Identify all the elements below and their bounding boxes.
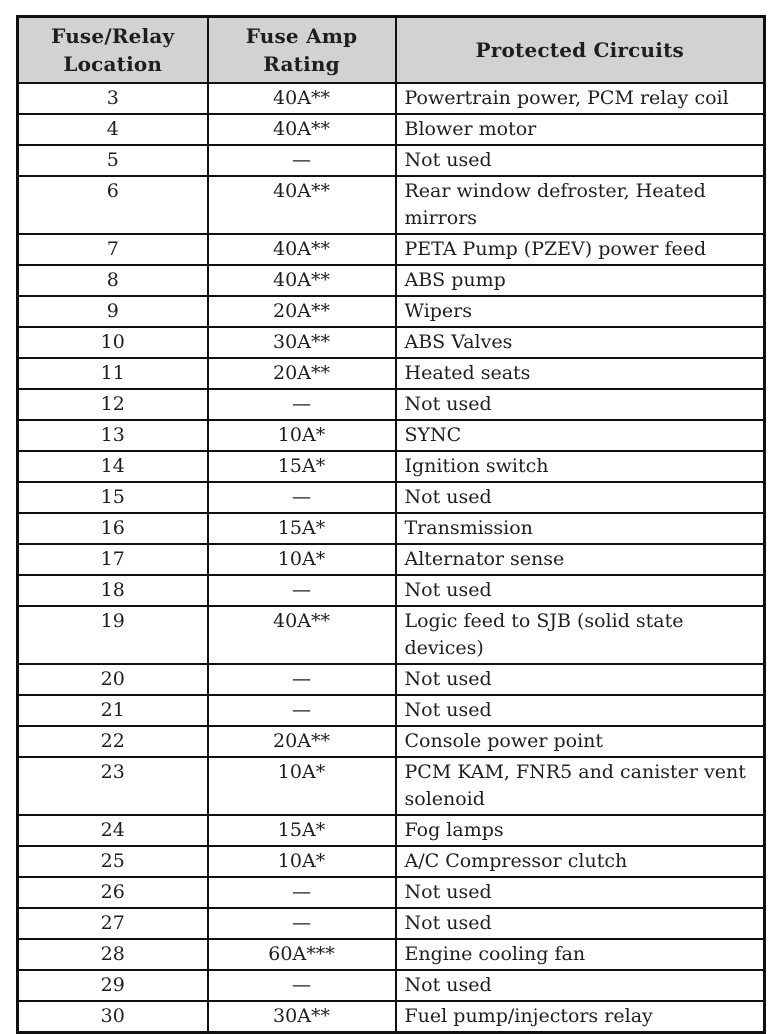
table-row (18, 726, 765, 757)
cell-fuse-relay-location: 25 (18, 846, 208, 877)
cell-fuse-amp-rating: — (208, 575, 396, 606)
table-row (18, 114, 765, 145)
cell-fuse-relay-location: 19 (18, 606, 208, 664)
cell-protected-circuit: Rear window defroster, Heated mirrors (396, 176, 765, 234)
cell-protected-circuit: PETA Pump (PZEV) power feed (396, 234, 765, 265)
cell-fuse-relay-location: 15 (18, 482, 208, 513)
cell-fuse-amp-rating: 30A** (208, 327, 396, 358)
cell-fuse-relay-location: 5 (18, 145, 208, 176)
cell-fuse-amp-rating: — (208, 482, 396, 513)
table-row (18, 908, 765, 939)
cell-fuse-amp-rating: 15A* (208, 513, 396, 544)
cell-fuse-relay-location: 27 (18, 908, 208, 939)
cell-protected-circuit: SYNC (396, 420, 765, 451)
cell-fuse-amp-rating: 15A* (208, 451, 396, 482)
cell-fuse-amp-rating: 40A** (208, 606, 396, 664)
cell-fuse-relay-location: 30 (18, 1001, 208, 1033)
cell-fuse-amp-rating: — (208, 877, 396, 908)
cell-protected-circuit: Not used (396, 575, 765, 606)
table-row (18, 695, 765, 726)
cell-fuse-amp-rating: 10A* (208, 757, 396, 815)
cell-fuse-relay-location: 21 (18, 695, 208, 726)
table-row (18, 513, 765, 544)
cell-fuse-amp-rating: 60A*** (208, 939, 396, 970)
table-row (18, 877, 765, 908)
cell-fuse-relay-location: 28 (18, 939, 208, 970)
cell-fuse-relay-location: 20 (18, 664, 208, 695)
cell-protected-circuit: Not used (396, 389, 765, 420)
cell-fuse-amp-rating: — (208, 664, 396, 695)
table-row (18, 846, 765, 877)
cell-protected-circuit: Not used (396, 970, 765, 1001)
cell-protected-circuit: Not used (396, 664, 765, 695)
cell-fuse-relay-location: 29 (18, 970, 208, 1001)
cell-protected-circuit: Wipers (396, 296, 765, 327)
cell-fuse-amp-rating: — (208, 389, 396, 420)
cell-fuse-amp-rating: 10A* (208, 846, 396, 877)
table-row (18, 145, 765, 176)
cell-protected-circuit: ABS Valves (396, 327, 765, 358)
cell-protected-circuit: Fuel pump/injectors relay (396, 1001, 765, 1033)
table-row (18, 544, 765, 575)
cell-fuse-amp-rating: 30A** (208, 1001, 396, 1033)
table-row (18, 664, 765, 695)
cell-protected-circuit: A/C Compressor clutch (396, 846, 765, 877)
cell-fuse-amp-rating: — (208, 908, 396, 939)
cell-fuse-relay-location: 9 (18, 296, 208, 327)
cell-protected-circuit: Heated seats (396, 358, 765, 389)
table-row (18, 815, 765, 846)
cell-fuse-relay-location: 10 (18, 327, 208, 358)
cell-fuse-relay-location: 8 (18, 265, 208, 296)
table-header-row (18, 17, 765, 84)
cell-fuse-amp-rating: 40A** (208, 265, 396, 296)
cell-fuse-relay-location: 16 (18, 513, 208, 544)
table-row (18, 939, 765, 970)
column-header-fuse-amp-rating: Fuse Amp Rating (208, 17, 396, 84)
cell-fuse-relay-location: 12 (18, 389, 208, 420)
cell-fuse-amp-rating: — (208, 145, 396, 176)
cell-protected-circuit: Blower motor (396, 114, 765, 145)
cell-fuse-amp-rating: 20A** (208, 358, 396, 389)
fuse-table (16, 15, 766, 1034)
cell-protected-circuit: Not used (396, 695, 765, 726)
table-row (18, 83, 765, 114)
cell-protected-circuit: Engine cooling fan (396, 939, 765, 970)
cell-fuse-amp-rating: 10A* (208, 420, 396, 451)
cell-fuse-amp-rating: 40A** (208, 83, 396, 114)
cell-fuse-relay-location: 14 (18, 451, 208, 482)
table-row (18, 176, 765, 234)
cell-fuse-amp-rating: — (208, 970, 396, 1001)
table-row (18, 327, 765, 358)
table-row (18, 358, 765, 389)
table-row (18, 296, 765, 327)
cell-protected-circuit: Not used (396, 908, 765, 939)
cell-fuse-relay-location: 22 (18, 726, 208, 757)
column-header-fuse-relay-location: Fuse/Relay Location (18, 17, 208, 84)
table-row (18, 482, 765, 513)
cell-protected-circuit: Powertrain power, PCM relay coil (396, 83, 765, 114)
cell-fuse-relay-location: 7 (18, 234, 208, 265)
table-row (18, 389, 765, 420)
cell-fuse-relay-location: 4 (18, 114, 208, 145)
table-row (18, 970, 765, 1001)
cell-protected-circuit: Console power point (396, 726, 765, 757)
table-row (18, 420, 765, 451)
cell-protected-circuit: Logic feed to SJB (solid state devices) (396, 606, 765, 664)
cell-fuse-relay-location: 24 (18, 815, 208, 846)
table-row (18, 451, 765, 482)
cell-protected-circuit: Fog lamps (396, 815, 765, 846)
cell-protected-circuit: Alternator sense (396, 544, 765, 575)
cell-fuse-relay-location: 13 (18, 420, 208, 451)
column-header-protected-circuits: Protected Circuits (396, 17, 765, 84)
table-row (18, 234, 765, 265)
table-body (18, 83, 765, 1033)
table-row (18, 1001, 765, 1033)
cell-fuse-relay-location: 11 (18, 358, 208, 389)
cell-protected-circuit: Not used (396, 877, 765, 908)
table-row (18, 606, 765, 664)
cell-protected-circuit: Not used (396, 145, 765, 176)
cell-fuse-relay-location: 3 (18, 83, 208, 114)
cell-fuse-amp-rating: 40A** (208, 114, 396, 145)
table-row (18, 757, 765, 815)
cell-fuse-relay-location: 26 (18, 877, 208, 908)
cell-fuse-amp-rating: 40A** (208, 234, 396, 265)
cell-protected-circuit: Transmission (396, 513, 765, 544)
cell-fuse-amp-rating: 10A* (208, 544, 396, 575)
cell-protected-circuit: PCM KAM, FNR5 and canister vent solenoid (396, 757, 765, 815)
cell-fuse-relay-location: 6 (18, 176, 208, 234)
cell-protected-circuit: Ignition switch (396, 451, 765, 482)
cell-fuse-relay-location: 18 (18, 575, 208, 606)
cell-fuse-relay-location: 17 (18, 544, 208, 575)
cell-fuse-relay-location: 23 (18, 757, 208, 815)
cell-fuse-amp-rating: 15A* (208, 815, 396, 846)
cell-fuse-amp-rating: 20A** (208, 296, 396, 327)
cell-fuse-amp-rating: 40A** (208, 176, 396, 234)
table-row (18, 575, 765, 606)
cell-fuse-amp-rating: — (208, 695, 396, 726)
table-row (18, 265, 765, 296)
cell-protected-circuit: Not used (396, 482, 765, 513)
cell-protected-circuit: ABS pump (396, 265, 765, 296)
cell-fuse-amp-rating: 20A** (208, 726, 396, 757)
